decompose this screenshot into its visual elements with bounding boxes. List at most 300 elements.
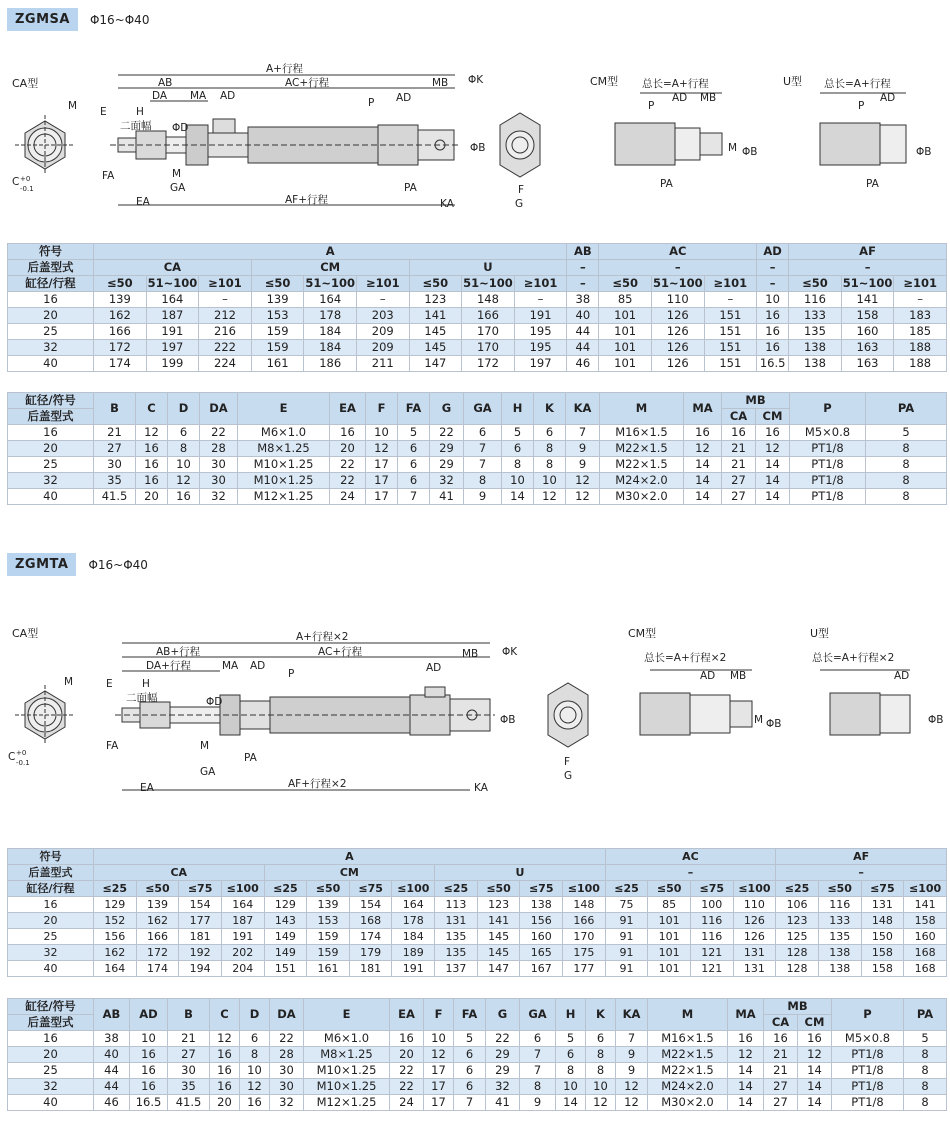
table-cell: 27 (764, 1095, 798, 1111)
table-cell: GA (520, 999, 556, 1031)
table-cell: 16 (168, 489, 200, 505)
table-cell: 164 (146, 292, 199, 308)
table-cell: 91 (605, 913, 648, 929)
table-cell: 126 (651, 324, 704, 340)
table-cell: 85 (599, 292, 652, 308)
table-cell: 8 (534, 441, 566, 457)
table-row (8, 340, 947, 356)
table-cell: 123 (776, 913, 819, 929)
dim-af: AF+行程 (285, 194, 329, 206)
table-cell: – (199, 292, 252, 308)
table-cell: 6 (556, 1047, 586, 1063)
table-cell: 85 (648, 897, 691, 913)
table-cell: 32 (8, 945, 94, 961)
table-cell: 139 (136, 897, 179, 913)
table-cell: 160 (841, 324, 894, 340)
table-cell: 25 (8, 324, 94, 340)
table-cell: MA (684, 393, 722, 425)
table-cell: 161 (307, 961, 350, 977)
table-cell: 159 (307, 929, 350, 945)
dim-ga: GA (200, 766, 216, 778)
table-cell: PT1/8 (790, 473, 866, 489)
table-cell: 126 (733, 913, 776, 929)
table-cell: 195 (514, 340, 567, 356)
table-cell: 16 (8, 897, 94, 913)
table-cell: CM (756, 409, 790, 425)
table-header-row (8, 276, 947, 292)
table-cell: M5×0.8 (832, 1031, 904, 1047)
u-phib: ΦB (916, 146, 932, 158)
table-cell: 6 (398, 473, 430, 489)
table-cell: ≤100 (392, 881, 435, 897)
table-cell: 172 (136, 945, 179, 961)
table-cell: 30 (270, 1063, 304, 1079)
table-cell: M22×1.5 (600, 441, 684, 457)
dim-ea: EA (136, 196, 150, 208)
dim-p: P (288, 668, 295, 680)
table-cell: 20 (136, 489, 168, 505)
table-cell: 17 (366, 489, 398, 505)
table-cell: 16 (130, 1079, 168, 1095)
table-cell: 符号 (8, 849, 94, 865)
table-cell: 138 (818, 961, 861, 977)
table-cell: 28 (200, 441, 238, 457)
table-cell: 163 (841, 356, 894, 372)
zgmsa-header (7, 8, 149, 31)
u-pa: PA (866, 178, 879, 190)
table-cell: M10×1.25 (304, 1079, 390, 1095)
table-cell: 199 (146, 356, 199, 372)
table-cell: 41 (430, 489, 464, 505)
table-cell: MA (728, 999, 764, 1031)
table-cell: 131 (733, 961, 776, 977)
table-cell: 6 (240, 1031, 270, 1047)
table-cell: 9 (464, 489, 502, 505)
table-cell: 162 (94, 945, 137, 961)
bore-range: Φ16~Φ40 (88, 557, 148, 572)
table-cell: 91 (605, 961, 648, 977)
table-cell: 32 (486, 1079, 520, 1095)
table-cell: PT1/8 (832, 1079, 904, 1095)
table-cell: 8 (556, 1063, 586, 1079)
table-cell: 8 (904, 1095, 947, 1111)
dim-ad-2: AD (396, 92, 412, 104)
table-cell: 46 (567, 356, 599, 372)
table-cell: 25 (8, 929, 94, 945)
table-cell: ≤25 (264, 881, 307, 897)
table-cell: 8 (586, 1047, 616, 1063)
table-cell: 209 (356, 340, 409, 356)
table-cell: 12 (168, 473, 200, 489)
table-cell: 12 (566, 489, 600, 505)
table-cell: 12 (616, 1079, 648, 1095)
table-cell: DA (200, 393, 238, 425)
table-cell: 129 (94, 897, 137, 913)
table-cell: 6 (168, 425, 200, 441)
table-cell: ≥101 (199, 276, 252, 292)
table-cell: 150 (861, 929, 904, 945)
table-cell: 204 (221, 961, 264, 977)
table-cell: 缸径/行程 (8, 881, 94, 897)
table-cell: 159 (307, 945, 350, 961)
table-cell: 40 (567, 308, 599, 324)
table-cell: M30×2.0 (648, 1095, 728, 1111)
table-cell: 8 (904, 1079, 947, 1095)
dim-phib: ΦB (500, 714, 516, 726)
table-cell: ≤25 (605, 881, 648, 897)
table-cell: 10 (130, 1031, 168, 1047)
table-cell: ≤75 (349, 881, 392, 897)
table-row (8, 1079, 947, 1095)
table-cell: 7 (464, 441, 502, 457)
table-cell: 29 (430, 457, 464, 473)
table-cell: 22 (390, 1063, 424, 1079)
table-cell: 25 (8, 1063, 94, 1079)
table-cell: 16 (240, 1095, 270, 1111)
table-cell: 177 (563, 961, 606, 977)
table-cell: 135 (435, 945, 478, 961)
table-cell: 30 (168, 1063, 210, 1079)
table-cell: B (94, 393, 136, 425)
table-cell: DA (270, 999, 304, 1031)
table-cell: 6 (454, 1063, 486, 1079)
table-cell: 149 (264, 929, 307, 945)
table-cell: 51~100 (652, 276, 703, 290)
table-cell: 27 (94, 441, 136, 457)
table-cell: 6 (398, 457, 430, 473)
table-cell: 16 (798, 1031, 832, 1047)
table-cell: M10×1.25 (238, 473, 330, 489)
table-cell: 9 (566, 441, 600, 457)
table-cell: 164 (94, 961, 137, 977)
dim-a: A+行程 (266, 63, 303, 75)
table-header-row (8, 260, 947, 276)
table-cell: 5 (502, 425, 534, 441)
table-cell: 178 (304, 308, 357, 324)
table-cell: 154 (349, 897, 392, 913)
table-cell: 24 (330, 489, 366, 505)
table-cell: 12 (210, 1031, 240, 1047)
dim-ga: GA (170, 182, 186, 194)
table-cell: 148 (563, 897, 606, 913)
table-cell: ≥101 (356, 276, 409, 292)
table-row (8, 324, 947, 340)
table-cell: 29 (486, 1047, 520, 1063)
table-cell: ≥101 (514, 276, 567, 292)
table-cell: MB (764, 999, 832, 1015)
cm-ad: AD (672, 92, 688, 104)
table-cell: – (356, 292, 409, 308)
dim-ma: MA (190, 90, 207, 102)
cm-phib: ΦB (742, 146, 758, 158)
table-cell: – (567, 276, 599, 292)
table-cell: 164 (221, 897, 264, 913)
table-cell: 20 (8, 1047, 94, 1063)
table-cell: 160 (520, 929, 563, 945)
table-cell: 151 (704, 340, 757, 356)
table-cell: 32 (200, 489, 238, 505)
table-cell: 8 (168, 441, 200, 457)
dim-h: H (136, 106, 144, 118)
table-cell: M16×1.5 (600, 425, 684, 441)
table-header-row (8, 865, 947, 881)
table-cell: ≤100 (733, 881, 776, 897)
table-cell: 101 (599, 356, 652, 372)
table-cell: 126 (651, 356, 704, 372)
table-cell: 138 (789, 356, 842, 372)
table-cell: M10×1.25 (238, 457, 330, 473)
table-cell: AB (567, 244, 599, 260)
table-cell: 14 (756, 473, 790, 489)
table-header-row (8, 881, 947, 897)
u-ad: AD (880, 92, 896, 104)
table-cell: ≤25 (776, 881, 819, 897)
table-cell: M22×1.5 (600, 457, 684, 473)
table-cell: M5×0.8 (790, 425, 866, 441)
table-cell: ≤50 (94, 276, 147, 292)
table-cell: 10 (534, 473, 566, 489)
table-cell: CA (94, 865, 265, 881)
table-cell: 212 (199, 308, 252, 324)
table-cell: ≤50 (789, 276, 842, 292)
table-cell: – (757, 260, 789, 276)
dim-phid: ΦD (172, 122, 189, 134)
table-cell: 9 (616, 1063, 648, 1079)
table-cell: 151 (704, 308, 757, 324)
table-cell: 41.5 (94, 489, 136, 505)
table-cell: AB (94, 999, 130, 1031)
table-cell: 缸径/行程 (8, 276, 94, 292)
table-cell: 101 (648, 961, 691, 977)
table-cell: – (567, 260, 599, 276)
table-cell: 141 (409, 308, 462, 324)
table-cell: 16 (210, 1079, 240, 1095)
table-cell: 符号 (8, 244, 94, 260)
table-cell: ≥101 (894, 276, 947, 292)
table-cell: K (534, 393, 566, 425)
table-cell: M6×1.0 (238, 425, 330, 441)
table-cell: 30 (270, 1079, 304, 1095)
table-cell: 148 (462, 292, 515, 308)
table-cell: ≤50 (307, 881, 350, 897)
table-cell: KA (616, 999, 648, 1031)
table-cell: 14 (728, 1095, 764, 1111)
table-cell: 162 (136, 913, 179, 929)
table-cell: 126 (733, 929, 776, 945)
table-cell: ≤50 (599, 276, 652, 292)
table-cell: 5 (866, 425, 947, 441)
table-cell: 40 (8, 1095, 94, 1111)
table-cell: 16.5 (757, 356, 789, 372)
table-cell: 128 (776, 961, 819, 977)
table-row (8, 961, 947, 977)
table-cell: 缸径/符号 (8, 999, 94, 1015)
table-row (8, 1095, 947, 1111)
table-cell: ≤75 (861, 881, 904, 897)
table-cell: 12 (366, 441, 398, 457)
table-cell: PT1/8 (832, 1095, 904, 1111)
table-cell: 32 (270, 1095, 304, 1111)
table-cell: 41 (486, 1095, 520, 1111)
dim-ab: AB+行程 (156, 646, 201, 658)
table-cell: 8 (586, 1063, 616, 1079)
table-cell: 131 (435, 913, 478, 929)
dim-phib: ΦB (470, 142, 486, 154)
table-cell: 154 (179, 897, 222, 913)
table-cell: B (168, 999, 210, 1031)
table-cell: 40 (8, 961, 94, 977)
table-cell: PT1/8 (832, 1047, 904, 1063)
table-cell: 22 (330, 457, 366, 473)
dim-g: G (564, 770, 573, 782)
table-cell: 166 (94, 324, 147, 340)
table-cell: CM (798, 1015, 832, 1031)
table-cell: 32 (8, 473, 94, 489)
table-cell: 40 (8, 489, 94, 505)
table-cell: 172 (94, 340, 147, 356)
table-cell: 159 (251, 340, 304, 356)
table-cell: 16 (390, 1031, 424, 1047)
table-cell: M8×1.25 (238, 441, 330, 457)
table-cell: 167 (520, 961, 563, 977)
table-cell: 183 (894, 308, 947, 324)
table-cell: 16 (757, 324, 789, 340)
table-cell: 175 (563, 945, 606, 961)
table-cell: 14 (798, 1095, 832, 1111)
table-cell: C (136, 393, 168, 425)
table-cell: 156 (520, 913, 563, 929)
table-cell: PT1/8 (790, 489, 866, 505)
cm-phib: ΦB (766, 718, 782, 730)
cm-m: M (728, 142, 738, 154)
table-cell: 7 (566, 425, 600, 441)
dim-phik: ΦK (468, 74, 484, 86)
table-cell: 22 (486, 1031, 520, 1047)
table-cell: 121 (690, 961, 733, 977)
table-cell: 12 (756, 441, 790, 457)
table-cell: 38 (94, 1031, 130, 1047)
table-cell: 9 (566, 457, 600, 473)
table-cell: 128 (776, 945, 819, 961)
table-cell: 14 (756, 489, 790, 505)
table-cell: 191 (514, 308, 567, 324)
table-cell: 7 (616, 1031, 648, 1047)
table-cell: ≤25 (94, 881, 137, 897)
table-cell: 151 (264, 961, 307, 977)
table-cell: 22 (270, 1031, 304, 1047)
table-cell: 195 (514, 324, 567, 340)
cm-mb: MB (700, 92, 717, 104)
table-cell: M22×1.5 (648, 1047, 728, 1063)
table-cell: – (757, 276, 789, 292)
table-cell: 191 (221, 929, 264, 945)
dim-ad: AD (250, 660, 266, 672)
table-cell: M12×1.25 (304, 1095, 390, 1111)
table-cell: 17 (424, 1079, 454, 1095)
table-cell: M16×1.5 (648, 1031, 728, 1047)
table-cell: 后盖型式 (8, 409, 94, 425)
table-cell: 21 (764, 1047, 798, 1063)
table-row (8, 473, 947, 489)
bore-range: Φ16~Φ40 (89, 12, 150, 27)
table-cell: 10 (240, 1063, 270, 1079)
table-cell: 168 (904, 945, 947, 961)
table-cell: 后盖型式 (8, 1015, 94, 1031)
table-cell: 139 (94, 292, 147, 308)
table-cell: 141 (477, 913, 520, 929)
table-cell: 20 (210, 1095, 240, 1111)
table-cell: 151 (704, 324, 757, 340)
table-cell: 166 (563, 913, 606, 929)
table-cell: 14 (556, 1095, 586, 1111)
table-cell: AC (599, 244, 757, 260)
table-cell: – (789, 260, 947, 276)
table-cell: 211 (356, 356, 409, 372)
zgmta-drawing (0, 615, 950, 815)
table-row (8, 441, 947, 457)
table-cell: 110 (651, 292, 704, 308)
table-cell: 179 (349, 945, 392, 961)
table-cell: 156 (94, 929, 137, 945)
table-cell: 12 (566, 473, 600, 489)
table-cell: 44 (567, 340, 599, 356)
dim-c: C (12, 176, 20, 188)
zgmsa-dimension-table-1 (7, 243, 947, 372)
table-cell: ≤25 (435, 881, 478, 897)
dim-da: DA+行程 (146, 660, 191, 672)
table-cell: 10 (586, 1079, 616, 1095)
table-cell: FA (398, 393, 430, 425)
table-cell: M30×2.0 (600, 489, 684, 505)
dim-h: H (142, 678, 150, 690)
table-cell: GA (464, 393, 502, 425)
table-cell: D (240, 999, 270, 1031)
table-cell: 14 (728, 1079, 764, 1095)
table-row (8, 913, 947, 929)
table-cell: 6 (454, 1047, 486, 1063)
table-cell: M10×1.25 (304, 1063, 390, 1079)
zgmta-dimension-table-1 (7, 848, 947, 977)
table-cell: E (238, 393, 330, 425)
table-header-row (8, 393, 947, 409)
table-cell: 147 (477, 961, 520, 977)
table-cell: 145 (409, 340, 462, 356)
table-cell: 12 (534, 489, 566, 505)
table-cell: 20 (330, 441, 366, 457)
table-cell: CA (764, 1015, 798, 1031)
table-cell: 22 (390, 1079, 424, 1095)
table-cell: 149 (264, 945, 307, 961)
table-cell: PA (904, 999, 947, 1031)
dim-c: C (8, 751, 16, 763)
table-cell: ≤50 (251, 276, 304, 292)
table-cell: – (605, 865, 776, 881)
table-cell: 14 (684, 473, 722, 489)
table-cell: 缸径/符号 (8, 393, 94, 409)
table-cell: 44 (94, 1063, 130, 1079)
table-cell: 14 (502, 489, 534, 505)
table-cell: 7 (464, 457, 502, 473)
table-cell: 181 (349, 961, 392, 977)
table-cell: 8 (464, 473, 502, 489)
table-cell: 7 (520, 1047, 556, 1063)
table-cell: 27 (722, 489, 756, 505)
table-cell: 158 (904, 913, 947, 929)
table-cell: 8 (904, 1063, 947, 1079)
table-cell: E (304, 999, 390, 1031)
table-cell: 6 (520, 1031, 556, 1047)
u-phib: ΦB (928, 714, 944, 726)
